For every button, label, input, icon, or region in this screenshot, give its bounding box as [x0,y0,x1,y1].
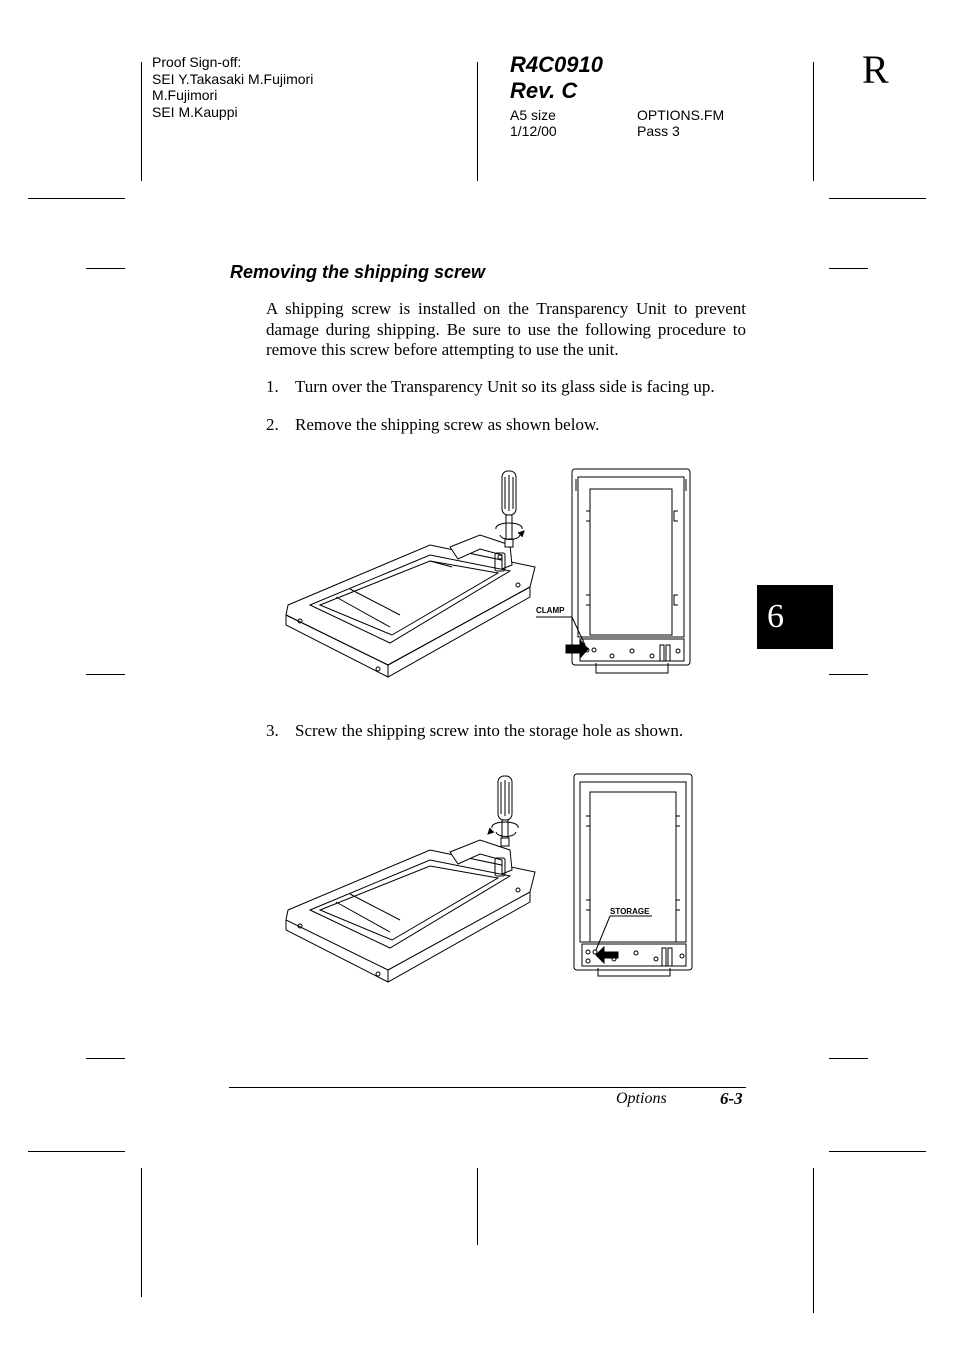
figure-label-clamp: CLAMP [536,606,565,615]
doc-id [510,52,603,104]
step-number: 2. [266,415,279,434]
step-text: Turn over the Transparency Unit so its glass side is facing up. [295,377,715,396]
doc-size: A5 size [510,107,556,123]
step-3 [266,721,683,742]
screwdriver-illustration [488,776,518,846]
footer-section-label: Options [616,1090,667,1107]
crop-mark [86,268,125,269]
figure-label-storage: STORAGE [610,907,650,916]
doc-pass: Pass 3 [637,123,680,139]
section-title: Removing the shipping screw [230,262,486,282]
crop-mark [813,1168,814,1313]
crop-mark [477,1168,478,1245]
doc-code: R4C0910 [510,52,603,77]
step-1 [266,377,715,398]
step-number: 3. [266,721,279,740]
transparency-unit-illustration [286,840,535,982]
step-text: Screw the shipping screw into the storage hole as shown. [295,721,684,740]
crop-mark [86,674,125,675]
intro-paragraph: A shipping screw is installed on the Transparency Unit to prevent damage during shipping. Be sure to use the following procedure to remove this screw before attempting to use the unit. [266,299,746,359]
crop-mark [829,1058,868,1059]
screwdriver-illustration [496,471,524,547]
figure-remove-screw [280,465,700,695]
crop-mark [829,198,926,199]
crop-mark [28,198,125,199]
step-number: 1. [266,377,279,396]
crop-mark [141,62,142,181]
doc-filename: OPTIONS.FM [637,107,725,123]
page-number: 6-3 [720,1089,743,1108]
footer-rule [229,1087,746,1088]
chapter-tab: 6 [757,585,833,649]
crop-mark [829,674,868,675]
crop-mark [28,1151,125,1152]
corner-letter: R [862,47,889,92]
step-2 [266,415,599,436]
unit-top-view [574,774,692,976]
crop-mark [829,1151,926,1152]
transparency-unit-illustration [286,535,535,677]
proof-signoff [152,54,313,120]
crop-mark [141,1168,142,1297]
crop-mark [86,1058,125,1059]
proof-line: Proof Sign-off: [152,54,242,70]
proof-line: SEI Y.Takasaki M.Fujimori [152,70,314,87]
doc-revision: Rev. C [510,78,578,103]
crop-mark [829,268,868,269]
proof-line: SEI M.Kauppi [152,103,238,120]
proof-line: M.Fujimori [152,87,218,103]
crop-mark [813,62,814,181]
crop-mark [477,62,478,181]
step-text: Remove the shipping screw as shown below. [295,415,600,434]
doc-date: 1/12/00 [510,123,557,139]
unit-top-view [536,469,690,673]
figure-store-screw [280,770,700,1000]
